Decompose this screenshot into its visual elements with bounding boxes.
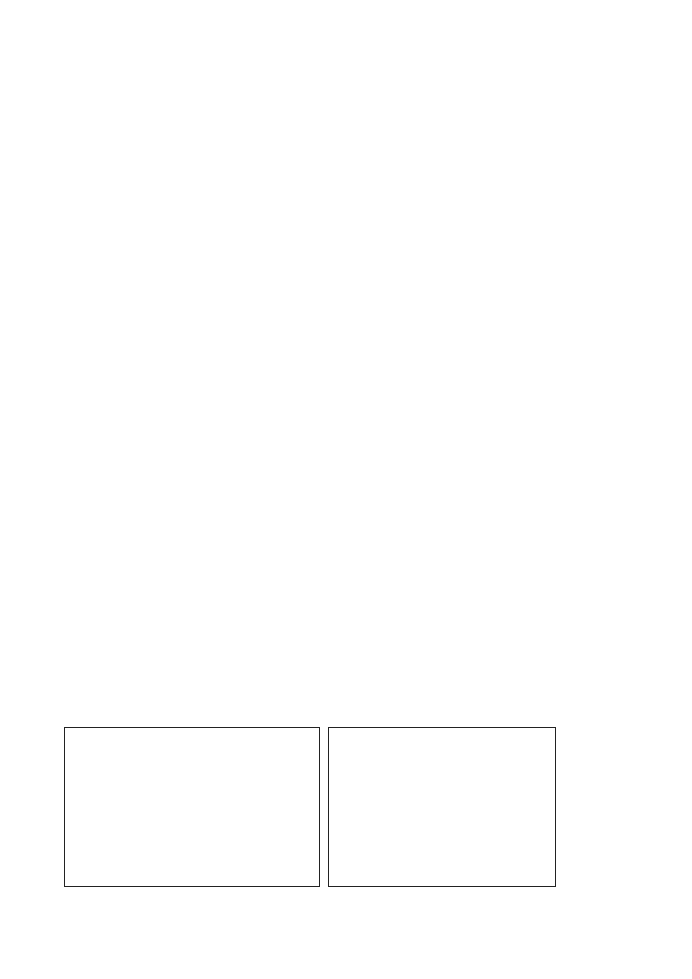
chart-market-scale <box>328 727 556 887</box>
chart-user-scale <box>64 727 320 887</box>
chart-user-scale-svg <box>65 728 319 886</box>
chart-market-scale-svg <box>329 728 555 886</box>
